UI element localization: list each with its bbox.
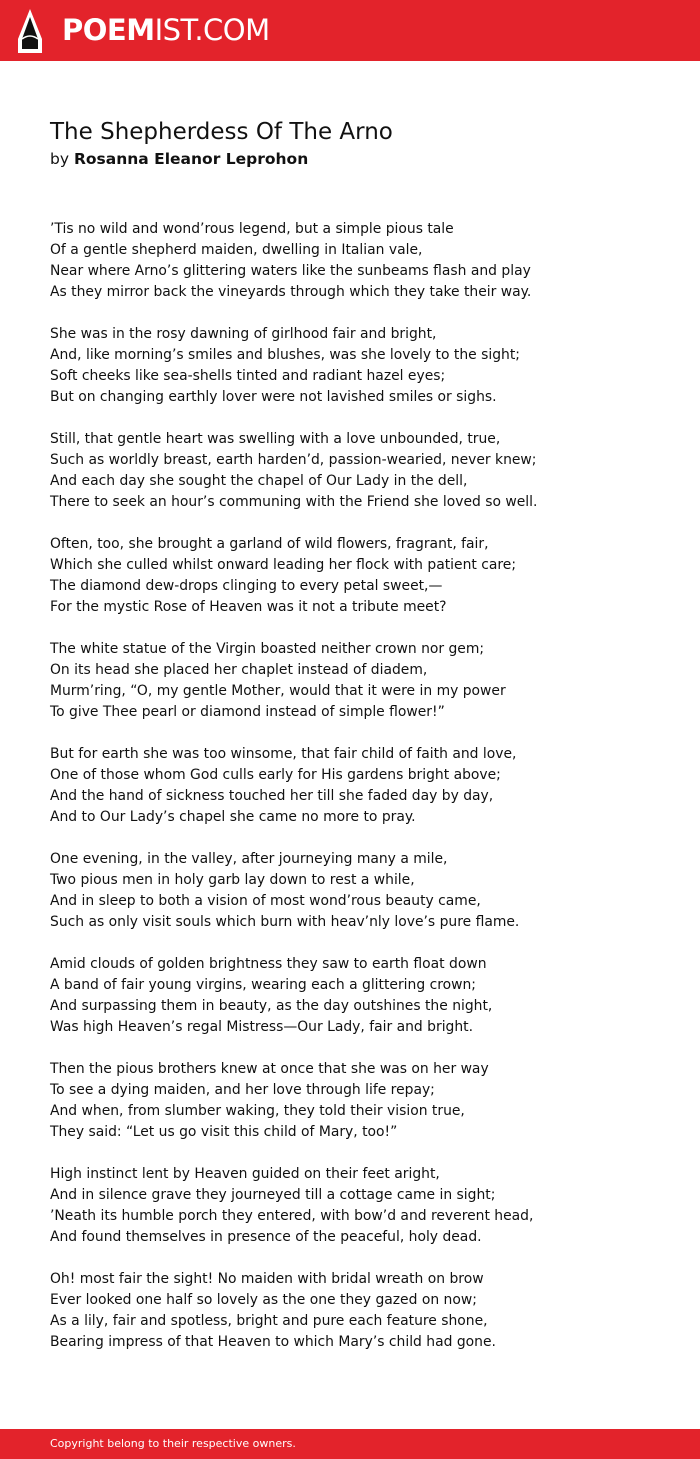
poem-line: Ever looked one half so lovely as the one they gazed on now;	[50, 1292, 477, 1308]
poem-line: And in sleep to both a vision of most wond’rous beauty came,	[50, 893, 481, 909]
poem-line: They said: “Let us go visit this child of Mary, too!”	[50, 1124, 398, 1140]
poem-line: ’Tis no wild and wond’rous legend, but a simple pious tale	[50, 221, 454, 237]
poem-line: Amid clouds of golden brightness they saw to earth float down	[50, 956, 487, 972]
poem-line: ’Neath its humble porch they entered, with bow’d and reverent head,	[50, 1208, 534, 1224]
poem-line: Of a gentle shepherd maiden, dwelling in Italian vale,	[50, 242, 423, 258]
poem-line: Such as worldly breast, earth harden’d, passion-wearied, never knew;	[50, 452, 537, 468]
poem-line: A band of fair young virgins, wearing each a glittering crown;	[50, 977, 476, 993]
poem-stanza	[50, 324, 670, 408]
poem-line: And the hand of sickness touched her till she faded day by day,	[50, 788, 494, 804]
poem-line: High instinct lent by Heaven guided on their feet aright,	[50, 1166, 440, 1182]
poem-line: Near where Arno’s glittering waters like the sunbeams flash and play	[50, 263, 531, 279]
poem-line: To give Thee pearl or diamond instead of simple flower!”	[50, 704, 445, 720]
poem-line: On its head she placed her chaplet instead of diadem,	[50, 662, 428, 678]
poem-line: But on changing earthly lover were not lavished smiles or sighs.	[50, 389, 497, 405]
poem-line: Then the pious brothers knew at once that she was on her way	[50, 1061, 489, 1077]
poem-stanza	[50, 534, 670, 618]
poem-line: Often, too, she brought a garland of wild flowers, fragrant, fair,	[50, 536, 489, 552]
poem-line: There to seek an hour’s communing with the Friend she loved so well.	[50, 494, 538, 510]
poem-line: Two pious men in holy garb lay down to rest a while,	[50, 872, 415, 888]
poem-line: And, like morning’s smiles and blushes, was she lovely to the sight;	[50, 347, 520, 363]
poem-stanza	[50, 1164, 670, 1248]
poem-stanza	[50, 1059, 670, 1143]
poem-line: Soft cheeks like sea-shells tinted and radiant hazel eyes;	[50, 368, 446, 384]
site-logo[interactable]	[62, 11, 270, 49]
poem-line: And surpassing them in beauty, as the day outshines the night,	[50, 998, 493, 1014]
poem-stanza	[50, 954, 670, 1038]
fountain-pen-nib-icon[interactable]	[17, 9, 43, 53]
poem-line: As a lily, fair and spotless, bright and pure each feature shone,	[50, 1313, 488, 1329]
poem-line: The white statue of the Virgin boasted neither crown nor gem;	[50, 641, 485, 657]
poem-line: Oh! most fair the sight! No maiden with bridal wreath on brow	[50, 1271, 484, 1287]
poem-stanza	[50, 639, 670, 723]
poem-stanza	[50, 219, 670, 303]
poem-line: And found themselves in presence of the peaceful, holy dead.	[50, 1229, 482, 1245]
brand-bold-text: POEM	[62, 13, 155, 47]
poem-line: For the mystic Rose of Heaven was it not a tribute meet?	[50, 599, 447, 615]
poem-line: To see a dying maiden, and her love through life repay;	[50, 1082, 435, 1098]
poem-title: The Shepherdess Of The Arno	[50, 119, 393, 145]
poem-line: Bearing impress of that Heaven to which Mary’s child had gone.	[50, 1334, 496, 1350]
poem-byline	[50, 148, 308, 170]
poem-line: And to Our Lady’s chapel she came no more to pray.	[50, 809, 416, 825]
poem-line: One of those whom God culls early for His gardens bright above;	[50, 767, 501, 783]
poem-line: Still, that gentle heart was swelling with a love unbounded, true,	[50, 431, 501, 447]
poem-body	[50, 219, 670, 1374]
poem-line: And in silence grave they journeyed till a cottage came in sight;	[50, 1187, 496, 1203]
poem-stanza	[50, 429, 670, 513]
poem-stanza	[50, 744, 670, 828]
site-footer	[0, 1429, 700, 1459]
poem-stanza	[50, 1269, 670, 1353]
poem-line: One evening, in the valley, after journeying many a mile,	[50, 851, 448, 867]
copyright-notice: Copyright belong to their respective owners.	[50, 1437, 296, 1450]
poem-line: And each day she sought the chapel of Our Lady in the dell,	[50, 473, 468, 489]
poem-line: The diamond dew-drops clinging to every petal sweet,—	[50, 578, 443, 594]
poem-line: As they mirror back the vineyards through which they take their way.	[50, 284, 532, 300]
poem-line: But for earth she was too winsome, that fair child of faith and love,	[50, 746, 517, 762]
site-header	[0, 0, 700, 61]
by-label: by	[50, 150, 74, 168]
poem-line: Such as only visit souls which burn with heav’nly love’s pure flame.	[50, 914, 520, 930]
poem-line: And when, from slumber waking, they told their vision true,	[50, 1103, 465, 1119]
poem-line: Was high Heaven’s regal Mistress—Our Lady, fair and bright.	[50, 1019, 474, 1035]
poem-line: Murm’ring, “O, my gentle Mother, would that it were in my power	[50, 683, 506, 699]
poem-author: Rosanna Eleanor Leprohon	[73, 150, 309, 168]
poem-line: Which she culled whilst onward leading her flock with patient care;	[50, 557, 517, 573]
poem-stanza	[50, 849, 670, 933]
brand-light-text: IST.COM	[154, 13, 270, 47]
poem-line: She was in the rosy dawning of girlhood fair and bright,	[50, 326, 437, 342]
